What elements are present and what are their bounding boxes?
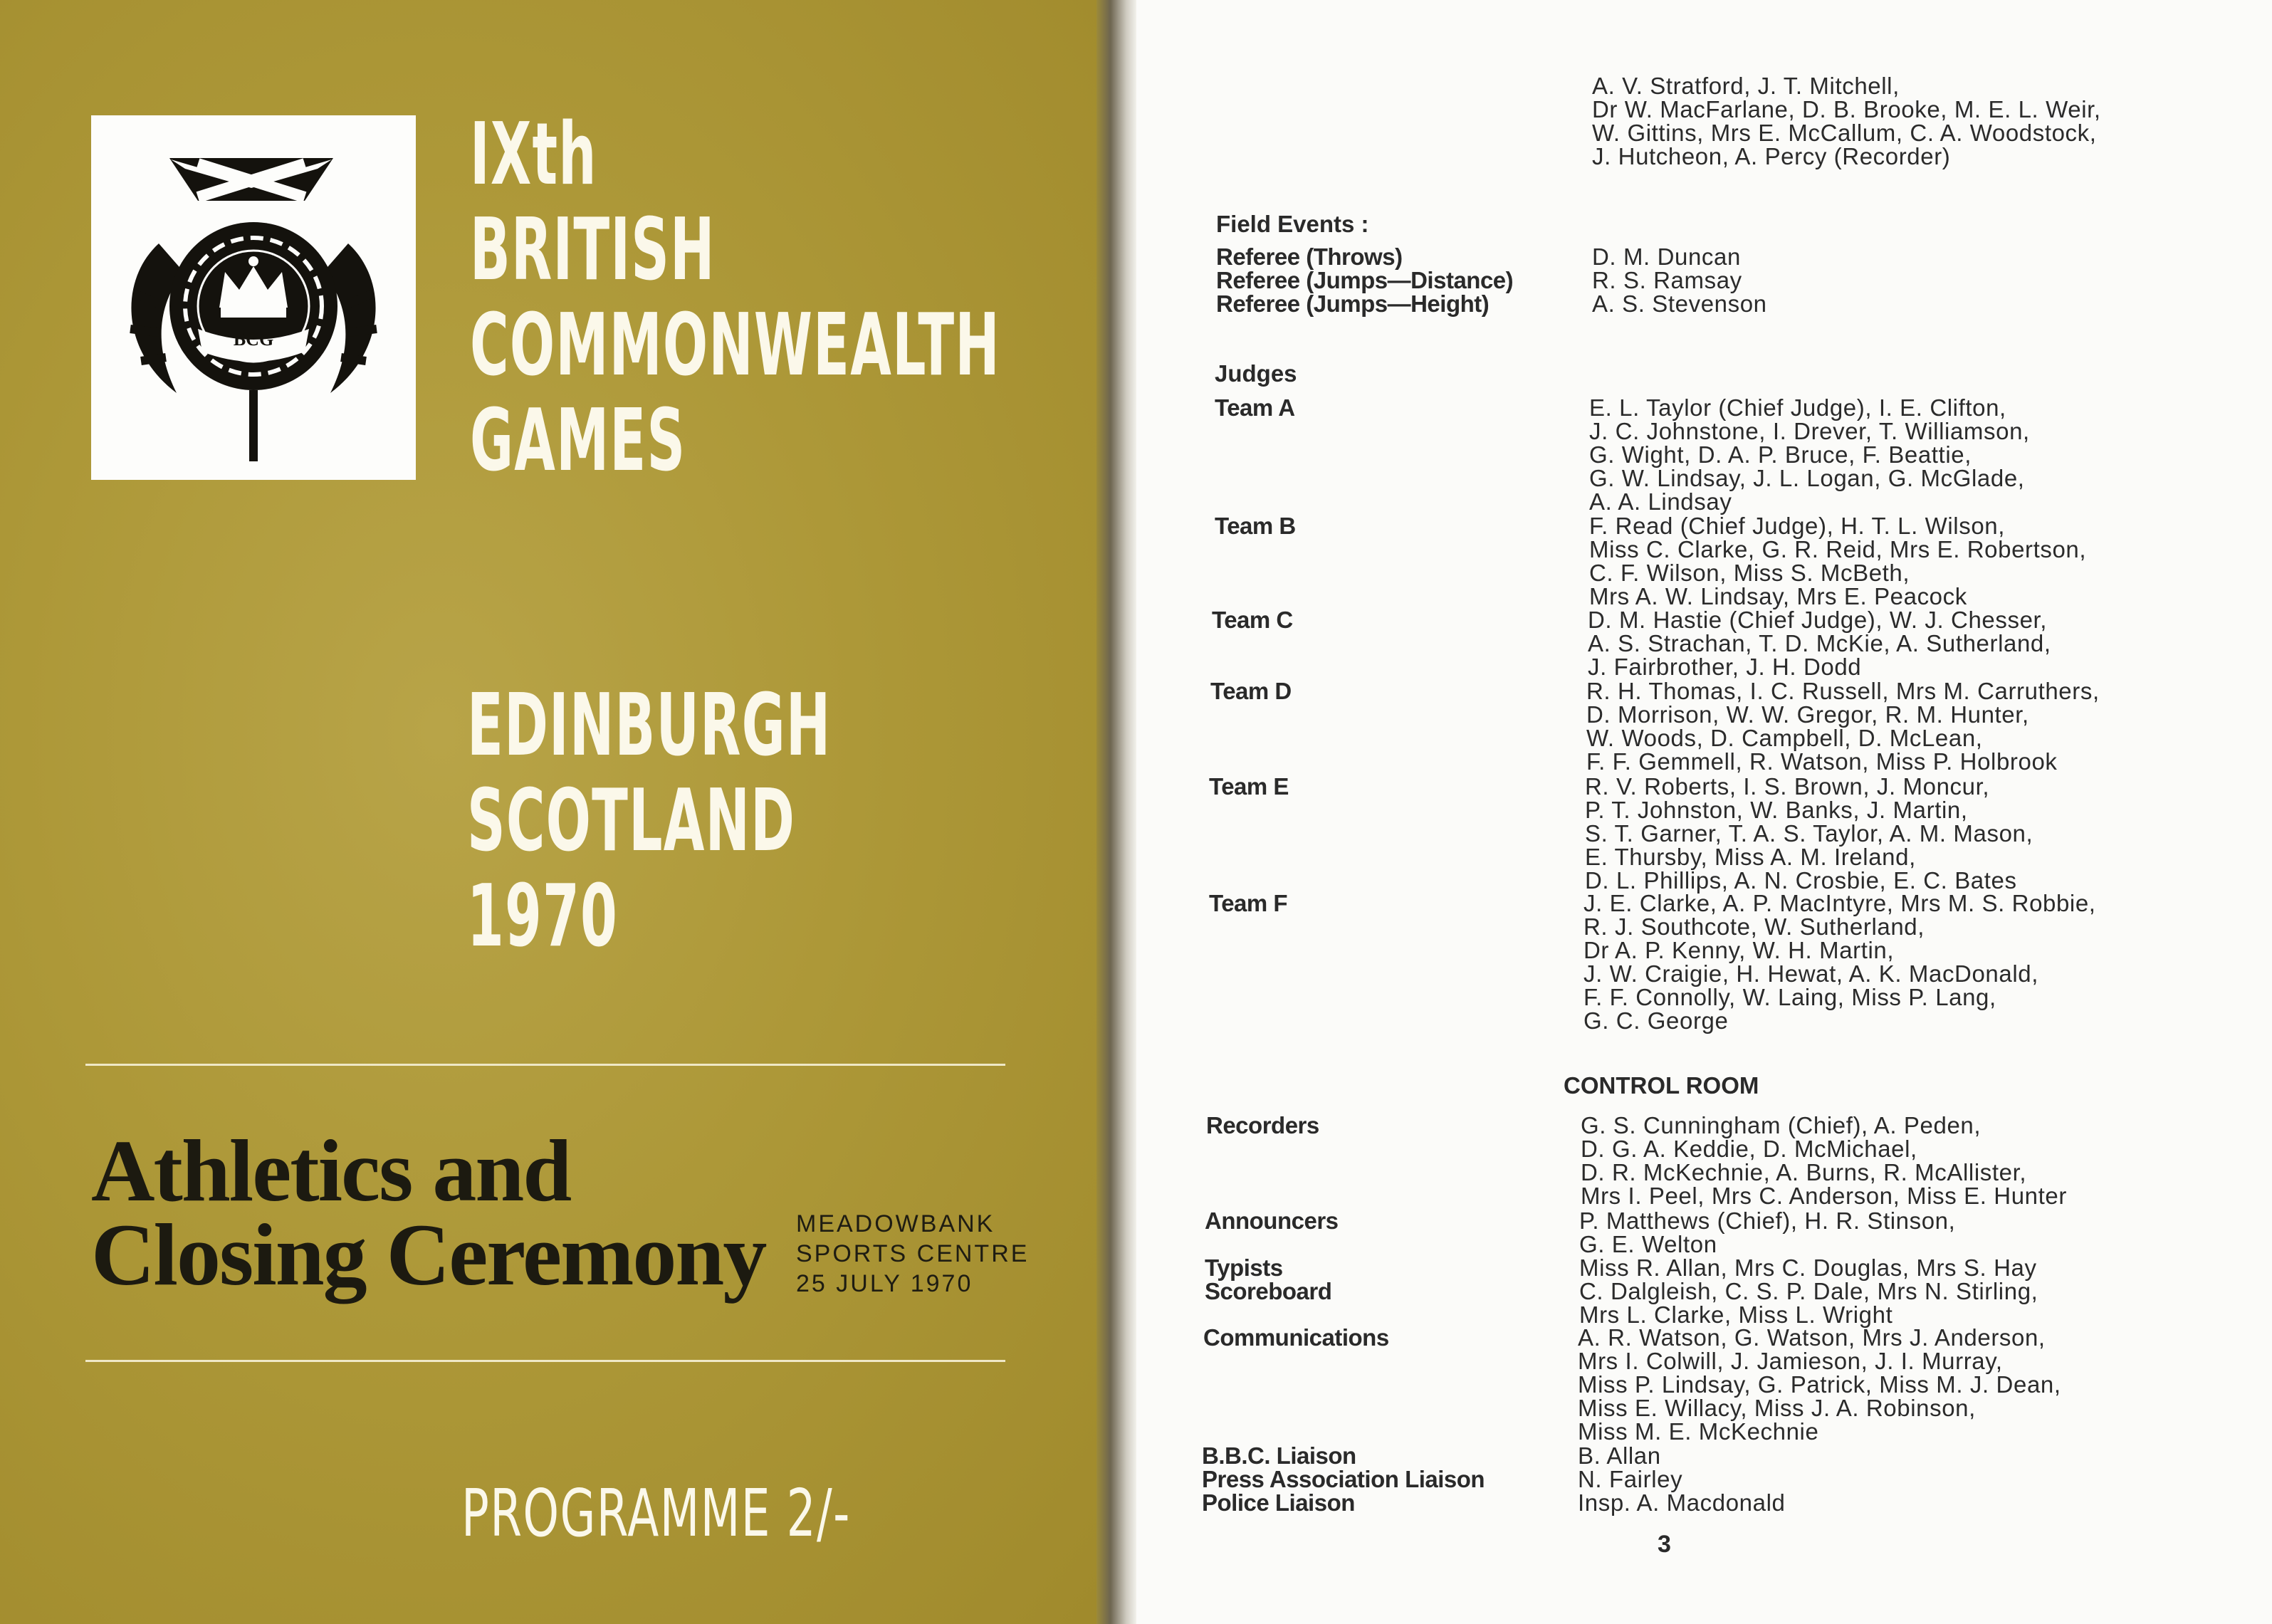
team-names	[1586, 679, 2100, 773]
list-item: D. G. A. Keddie, D. McMichael,	[1581, 1136, 1917, 1162]
list-item: Mrs I. Peel, Mrs C. Anderson, Miss E. Hunter	[1581, 1183, 2067, 1209]
list-item: E. L. Taylor (Chief Judge), I. E. Clifton,	[1589, 394, 2006, 421]
games-title-line-2: BRITISH	[470, 201, 716, 300]
control-role-names	[1579, 1209, 1955, 1256]
location-line-1: EDINBURGH	[467, 676, 832, 775]
list-item: A. S. Strachan, T. D. McKie, A. Sutherland,	[1588, 630, 2051, 656]
control-role-names	[1578, 1326, 2061, 1443]
judges-heading: Judges	[1215, 360, 1297, 387]
cover-divider-bottom	[85, 1360, 1005, 1362]
list-item: R. V. Roberts, I. S. Brown, J. Moncur,	[1585, 773, 1990, 800]
list-item: D. M. Hastie (Chief Judge), W. J. Chesser,	[1588, 607, 2048, 633]
list-item: R. H. Thomas, I. C. Russell, Mrs M. Carruthers,	[1586, 678, 2100, 704]
list-item: P. T. Johnston, W. Banks, J. Martin,	[1585, 797, 1968, 823]
list-item: D. R. McKechnie, A. Burns, R. McAllister,	[1581, 1159, 2027, 1185]
referee-role: Referee (Throws)	[1216, 243, 1403, 270]
list-item: Miss M. E. McKechnie	[1578, 1418, 1819, 1445]
list-item: F. Read (Chief Judge), H. T. L. Wilson,	[1589, 513, 2006, 539]
list-item: A. A. Lindsay	[1589, 488, 1732, 515]
team-label: Team E	[1209, 773, 1289, 800]
officials-page	[1136, 0, 2272, 1624]
team-label: Team D	[1210, 678, 1292, 704]
programme-cover	[0, 0, 1096, 1624]
list-item: W. Gittins, Mrs E. McCallum, C. A. Woodstock,	[1592, 120, 2097, 146]
list-item: J. Fairbrother, J. H. Dodd	[1588, 654, 1862, 680]
list-item: G. S. Cunningham (Chief), A. Peden,	[1581, 1112, 1982, 1138]
page-number: 3	[1658, 1531, 1671, 1558]
event-title-line-1: Athletics and	[91, 1122, 571, 1220]
list-item: Miss P. Lindsay, G. Patrick, Miss M. J. Dean,	[1578, 1371, 2061, 1398]
team-label: Team A	[1215, 394, 1295, 421]
list-item: W. Woods, D. Campbell, D. McLean,	[1586, 725, 1983, 751]
list-item: F. F. Gemmell, R. Watson, Miss P. Holbrook	[1586, 748, 2058, 775]
control-role-names: B. Allan	[1578, 1442, 1661, 1469]
programme-price: PROGRAMME 2/-	[461, 1475, 851, 1551]
team-label: Team C	[1212, 607, 1293, 633]
cover-divider-top	[85, 1064, 1005, 1066]
event-title-line-2: Closing Ceremony	[91, 1206, 766, 1304]
control-role-label: Police Liaison	[1202, 1489, 1355, 1516]
team-names	[1583, 891, 2096, 1032]
location-line-2: SCOTLAND	[467, 772, 796, 871]
list-item: E. Thursby, Miss A. M. Ireland,	[1585, 844, 1916, 870]
control-room-heading: CONTROL ROOM	[1564, 1072, 1759, 1099]
list-item: Mrs A. W. Lindsay, Mrs E. Peacock	[1589, 583, 1967, 609]
list-item: S. T. Garner, T. A. S. Taylor, A. M. Mason,	[1585, 820, 2033, 847]
list-item: G. C. George	[1583, 1007, 1729, 1034]
control-role-label: Communications	[1203, 1324, 1389, 1351]
control-role-label: Announcers	[1205, 1207, 1339, 1234]
control-role-label: Scoreboard	[1205, 1278, 1332, 1304]
list-item: Mrs I. Colwill, J. Jamieson, J. I. Murray,	[1578, 1348, 2003, 1374]
referee-role: Referee (Jumps—Height)	[1216, 290, 1490, 317]
control-role-label: Press Association Liaison	[1202, 1466, 1485, 1492]
list-item: P. Matthews (Chief), H. R. Stinson,	[1579, 1207, 1956, 1234]
games-title-line-1: IXth	[470, 105, 597, 204]
control-role-names: N. Fairley	[1578, 1466, 1683, 1492]
booklet-spine	[1096, 0, 1136, 1624]
team-label: Team F	[1209, 890, 1288, 916]
control-role-names	[1581, 1114, 2067, 1207]
list-item: A. V. Stratford, J. T. Mitchell,	[1592, 73, 1900, 99]
team-label: Team B	[1215, 513, 1296, 539]
list-item: J. Hutcheon, A. Percy (Recorder)	[1592, 143, 1951, 169]
list-item: Miss C. Clarke, G. R. Reid, Mrs E. Robertson,	[1589, 536, 2087, 562]
control-role-names: Insp. A. Macdonald	[1578, 1489, 1786, 1516]
list-item: J. E. Clarke, A. P. MacIntyre, Mrs M. S. Robbie,	[1583, 890, 2096, 916]
location-line-3: 1970	[467, 867, 619, 966]
list-item: G. E. Welton	[1579, 1231, 1717, 1257]
list-item: Mrs L. Clarke, Miss L. Wright	[1579, 1301, 1893, 1328]
team-names	[1589, 396, 2030, 513]
list-item: Dr W. MacFarlane, D. B. Brooke, M. E. L. Weir,	[1592, 96, 2101, 122]
list-item: Miss E. Willacy, Miss J. A. Robinson,	[1578, 1395, 1976, 1421]
list-item: D. Morrison, W. W. Gregor, R. M. Hunter,	[1586, 701, 2029, 728]
control-role-label: Typists	[1205, 1254, 1283, 1281]
thistle-crown-emblem-icon	[91, 115, 416, 480]
referee-role: Referee (Jumps—Distance)	[1216, 267, 1514, 293]
list-item: G. Wight, D. A. P. Bruce, F. Beattie,	[1589, 441, 1972, 468]
list-item: F. F. Connolly, W. Laing, Miss P. Lang,	[1583, 984, 1996, 1010]
control-role-label: B.B.C. Liaison	[1202, 1442, 1356, 1469]
list-item: J. C. Johnstone, I. Drever, T. Williamson,	[1589, 418, 2030, 444]
control-role-names	[1579, 1279, 2038, 1326]
list-item: C. F. Wilson, Miss S. McBeth,	[1589, 560, 1910, 586]
referee-name: D. M. Duncan	[1592, 243, 1741, 270]
emblem-bcg-text: BCG	[233, 329, 274, 350]
team-names	[1589, 514, 2086, 608]
bcg-emblem	[91, 115, 416, 480]
team-names	[1588, 608, 2051, 679]
control-role-label: Recorders	[1206, 1112, 1319, 1138]
games-title-line-4: GAMES	[470, 392, 686, 491]
field-events-heading: Field Events :	[1216, 211, 1369, 237]
games-title-line-3: COMMONWEALTH	[470, 296, 1000, 395]
list-item: D. L. Phillips, A. N. Crosbie, E. C. Bates	[1585, 867, 2017, 894]
team-names	[1585, 775, 2033, 892]
top-names-block	[1592, 74, 2101, 168]
venue-line-2: SPORTS CENTRE	[796, 1240, 1030, 1267]
list-item: G. W. Lindsay, J. L. Logan, G. McGlade,	[1589, 465, 2025, 491]
list-item: Miss R. Allan, Mrs C. Douglas, Mrs S. Hay	[1579, 1254, 2037, 1281]
referee-name: R. S. Ramsay	[1592, 267, 1742, 293]
list-item: J. W. Craigie, H. Hewat, A. K. MacDonald,	[1583, 960, 2038, 987]
control-role-names	[1579, 1256, 2037, 1279]
referee-name: A. S. Stevenson	[1592, 290, 1767, 317]
venue-line-1: MEADOWBANK	[796, 1210, 995, 1237]
list-item: C. Dalgleish, C. S. P. Dale, Mrs N. Stirling,	[1579, 1278, 2038, 1304]
venue-line-3: 25 JULY 1970	[796, 1270, 973, 1297]
list-item: R. J. Southcote, W. Sutherland,	[1583, 913, 1925, 940]
list-item: Dr A. P. Kenny, W. H. Martin,	[1583, 937, 1895, 963]
list-item: A. R. Watson, G. Watson, Mrs J. Anderson,	[1578, 1324, 2046, 1351]
